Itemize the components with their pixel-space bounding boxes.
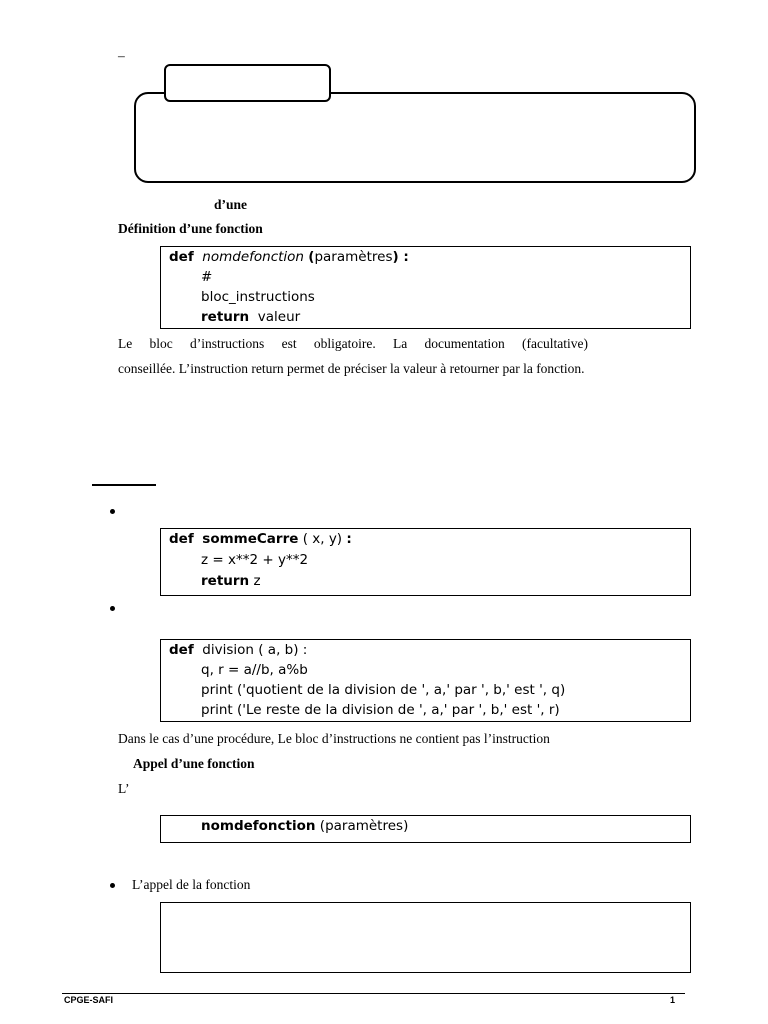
function-name: nomdefonction — [202, 249, 304, 265]
code-appel — [160, 815, 691, 843]
code-division — [160, 639, 691, 722]
header-dash: – — [118, 48, 125, 63]
code-line-2: z = x**2 + y**2 — [201, 552, 309, 568]
bullet-2 — [110, 606, 115, 611]
colon: : — [346, 531, 352, 547]
title-frame — [134, 92, 696, 183]
return-value: valeur — [257, 309, 301, 325]
procedure-note: Dans le cas d’une procédure, Le bloc d’instructions ne contient pas l’instruction — [118, 731, 550, 746]
code-line-3: print ('quotient de la division de ', a,' par ', b,' est ', q) — [201, 682, 566, 698]
params: paramètres — [314, 249, 393, 265]
return-value: z — [253, 573, 261, 589]
paragraph-line-2: conseillée. L’instruction return permet de préciser la valeur à retourner par la fonction. — [118, 361, 585, 376]
comment-hash: # — [201, 269, 213, 285]
heading-appel: Appel d’une fonction — [133, 756, 255, 771]
bullet-appel-text: L’appel de la fonction — [132, 877, 251, 892]
kw-def: def — [169, 531, 194, 547]
open-paren: ( — [308, 249, 315, 265]
function-name: nomdefonction — [201, 818, 316, 834]
params: (paramètres) — [319, 818, 409, 834]
paragraph-line-1: Le bloc d’instructions est obligatoire. La documentation (facultative) — [118, 336, 588, 351]
subtitle: d’une — [214, 197, 248, 212]
args: ( x, y) — [302, 531, 343, 547]
footer-rule — [62, 993, 685, 994]
kw-return: return — [201, 573, 250, 589]
empty-code-box — [160, 902, 691, 973]
function-name: sommeCarre — [202, 531, 299, 547]
kw-def: def — [169, 642, 194, 658]
code-sommecarre — [160, 528, 691, 596]
block-instructions: bloc_instructions — [201, 289, 315, 305]
close-paren-colon: ) : — [392, 249, 409, 265]
page-number: 1 — [670, 995, 676, 1005]
signature: division ( a, b) : — [202, 642, 308, 658]
bullet-3 — [110, 883, 115, 888]
heading-definition: Définition d’une fonction — [118, 221, 263, 236]
footer-left: CPGE-SAFI — [64, 995, 114, 1005]
bullet-1 — [110, 509, 115, 514]
kw-def: def — [169, 249, 194, 265]
code-line-2: q, r = a//b, a%b — [201, 662, 308, 678]
title-tab — [164, 64, 331, 102]
kw-return: return — [201, 309, 250, 325]
section-underline — [92, 484, 156, 486]
appel-intro: L’ — [118, 781, 130, 796]
code-definition — [160, 246, 691, 329]
code-line-4: print ('Le reste de la division de ', a,' par ', b,' est ', r) — [201, 702, 560, 718]
